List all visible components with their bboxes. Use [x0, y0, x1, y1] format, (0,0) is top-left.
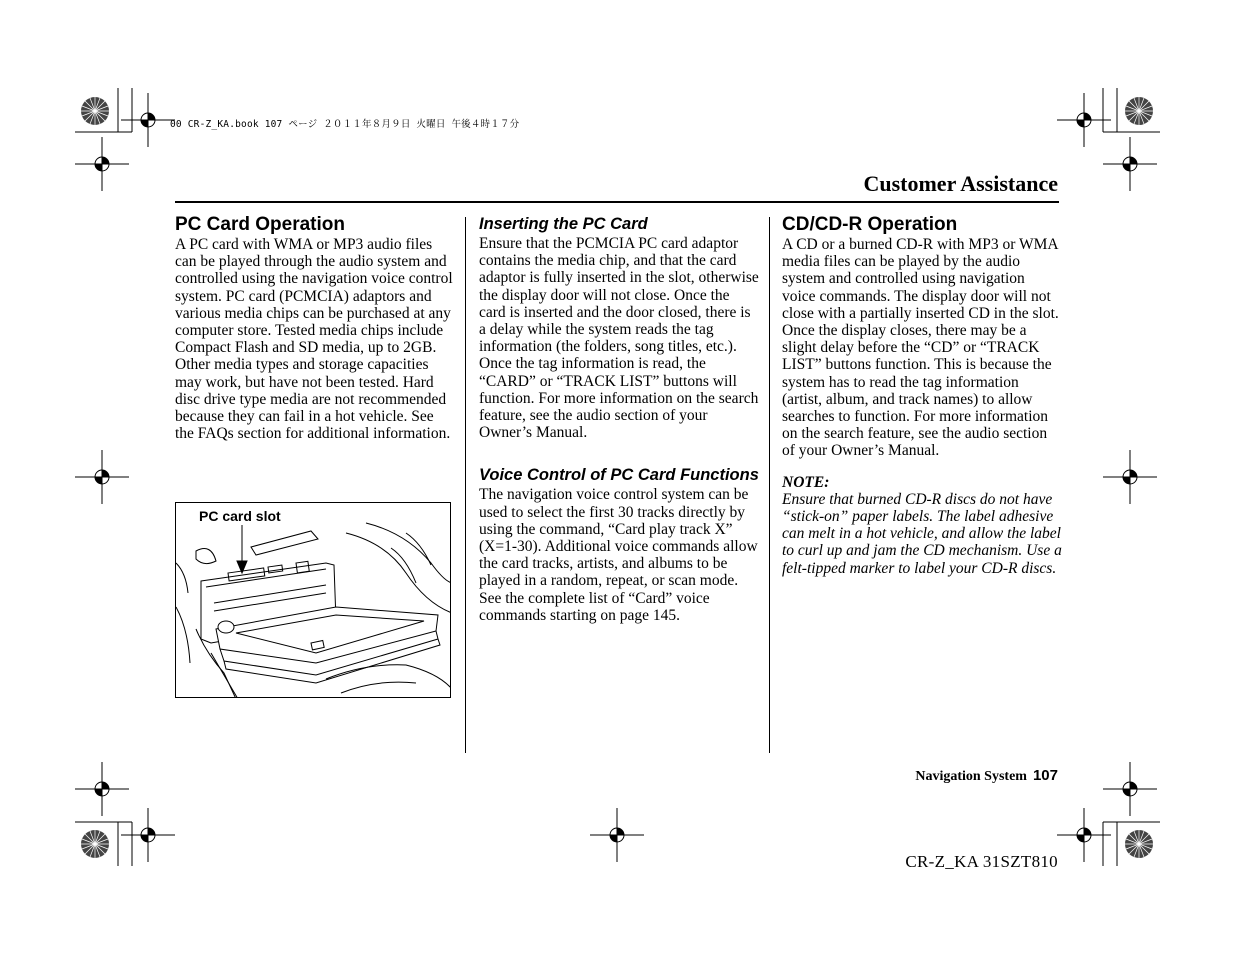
document-code: CR-Z_KA 31SZT810 — [905, 852, 1058, 871]
note-text: Ensure that burned CD-R discs do not have “stick-on” paper labels. The label adhesive can melt in a hot vehicle, and allow the label to curl up and jam the CD mechanism. Use a felt-tipped marker to label your CD-R discs. — [782, 490, 1062, 577]
cd-heading: CD/CD-R Operation — [782, 214, 958, 235]
pc-card-body: A PC card with WMA or MP3 audio files can be played through the audio system and controlled using the navigation voice control system. PC card (PCMCIA) adaptors and various media chips can be purchased at any computer store. Tested media chips include Compact Flash and SD media, up to 2GB. Other media types and storage capacities may work, but have not been tested. Hard disc drive type media are not recommended because they can fail in a hot vehicle. See the FAQs section for additional information. — [175, 236, 453, 443]
dashboard-illustration — [176, 503, 451, 698]
figure-label: PC card slot — [199, 508, 281, 524]
column-pc-card — [175, 214, 453, 442]
column-divider — [465, 217, 466, 753]
pc-card-heading: PC Card Operation — [175, 214, 345, 235]
page-number: 107 — [1032, 767, 1058, 784]
print-header: 00 CR-Z_KA.book 107 ページ ２０１１年８月９日 火曜日 午後４時１７分 — [170, 119, 520, 130]
pc-card-slot-figure — [175, 502, 451, 698]
cd-body: A CD or a burned CD-R with MP3 or WMA media files can be played by the audio system and controlled using navigation voice commands. The display door will not close with a partially inserted CD in the slot. Once the display closes, there may be a slight delay before the “CD” or “TRACK LIST” buttons function. This is because the system has to read the tag information (artist, album, and track names) to allow searches to function. For more information on the search feature, see the audio section of your Owner’s Manual. — [782, 236, 1059, 460]
voice-control-body: The navigation voice control system can be used to select the first 30 tracks directly by using the command, “Card play track X” (X=1-30). Additional voice commands allow the card tracks, artists, and albums to be played in a random, repeat, or scan mode. See the complete list of “Card” voice commands starting on page 145. — [479, 486, 758, 624]
inserting-heading: Inserting the PC Card — [479, 215, 648, 233]
page-section-title: Customer Assistance — [863, 171, 1058, 196]
footer-nav-label: Navigation System — [915, 769, 1027, 784]
footer-navigation — [915, 767, 1058, 785]
inserting-body: Ensure that the PCMCIA PC card adaptor contains the media chip, and that the card adaptor is fully inserted in the slot, otherwise the display door will not close. Once the card is inserted and the door closed, there is a delay while the system reads the tag information (the folders, song titles, etc.). Once the tag information is read, the “CARD” or “TRACK LIST” buttons will function. For more information on the search feature, see the audio section of your Owner’s Manual. — [479, 235, 759, 442]
note-label: NOTE: — [782, 473, 830, 491]
column-cd-operation — [782, 214, 1062, 577]
column-inserting-pc-card — [479, 214, 759, 624]
column-divider — [769, 217, 770, 753]
voice-control-heading: Voice Control of PC Card Functions — [479, 466, 759, 485]
title-divider — [175, 201, 1059, 203]
